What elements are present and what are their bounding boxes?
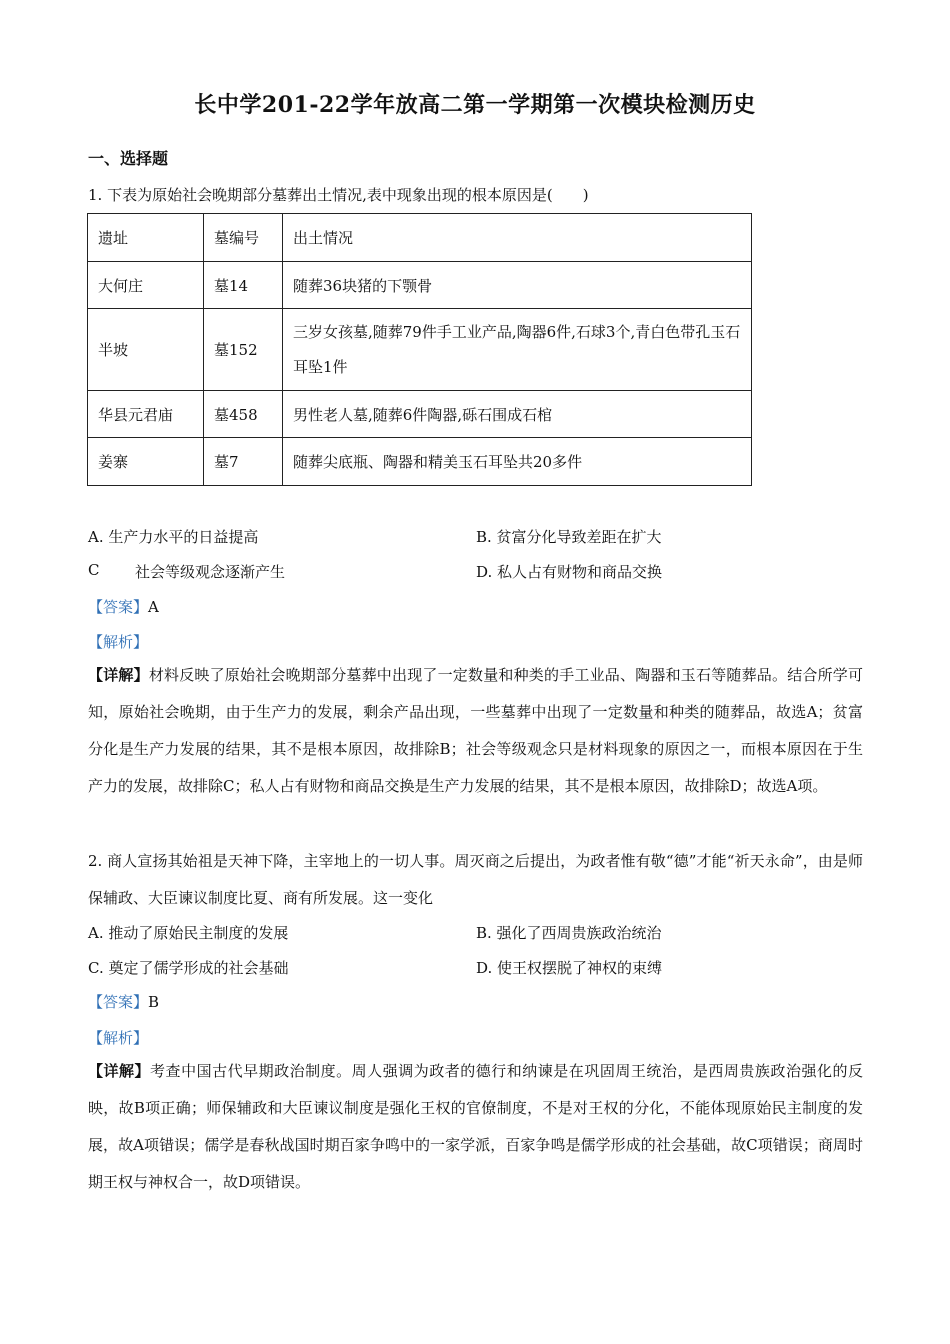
- q1-option-c-letter: C: [88, 561, 100, 579]
- table-header-row: [88, 214, 752, 262]
- q1-analysis-tag: 【解析】: [88, 633, 149, 651]
- q2-analysis-tag: 【解析】: [88, 1029, 149, 1047]
- detail-text: 考查中国古代早期政治制度。周人强调为政者的德行和纳谏是在巩固周王统治，是西周贵族政治强化的反映，故B项正确；师保辅政和大臣谏议制度是强化王权的官僚制度，不是对王权的分化，不能体现原始民主制度的发展，故A项错误；儒学是春秋战国时期百家争鸣中的一家学派，百家争鸣是儒学形成的社会基础，故C项错误；商周时期王权与神权合一，故D项错误。: [88, 1062, 863, 1191]
- q2-answer: [88, 991, 159, 1012]
- table-cell: 墓458: [204, 391, 283, 438]
- table-cell: 华县元君庙: [88, 391, 204, 438]
- q1-detail: [88, 657, 863, 805]
- table-row: [88, 438, 752, 486]
- table-cell: 墓7: [204, 438, 283, 486]
- q2-option-a: A. 推动了原始民主制度的发展: [88, 924, 289, 942]
- table-row: [88, 309, 752, 391]
- answer-tag: 【答案】: [88, 598, 149, 616]
- q2-option-b: B. 强化了西周贵族政治统治: [476, 924, 662, 942]
- answer-value: A: [148, 598, 159, 616]
- table-cell: 三岁女孩墓,随葬79件手工业产品,陶器6件,石球3个,青白色带孔玉石耳坠1件: [283, 309, 752, 391]
- q1-option-a: A. 生产力水平的日益提高: [88, 528, 259, 546]
- q2-option-d: D. 使王权摆脱了神权的束缚: [476, 959, 663, 977]
- table-header-cell: 墓编号: [204, 214, 283, 262]
- detail-tag: 【详解】: [88, 1062, 151, 1080]
- table-header-cell: 出土情况: [283, 214, 752, 262]
- q2-detail: [88, 1053, 863, 1201]
- table-cell: 大何庄: [88, 262, 204, 309]
- document-title: 长中学201-22学年放高二第一学期第一次模块检测历史: [194, 92, 756, 118]
- burial-table: [87, 213, 752, 486]
- table-row: [88, 262, 752, 309]
- table-cell: 姜寨: [88, 438, 204, 486]
- q2-option-c: C. 奠定了儒学形成的社会基础: [88, 959, 289, 977]
- table-cell: 随葬尖底瓶、陶器和精美玉石耳坠共20多件: [283, 438, 752, 486]
- table-cell: 男性老人墓,随葬6件陶器,砾石围成石棺: [283, 391, 752, 438]
- q1-option-c-text: 社会等级观念逐渐产生: [135, 563, 286, 581]
- table-cell: 墓14: [204, 262, 283, 309]
- q1-answer: [88, 596, 159, 617]
- answer-value: B: [148, 993, 160, 1011]
- answer-tag: 【答案】: [88, 993, 149, 1011]
- table-cell: 随葬36块猪的下颚骨: [283, 262, 752, 309]
- detail-tag: 【详解】: [88, 666, 149, 684]
- q1-option-b: B. 贫富分化导致差距在扩大: [476, 528, 662, 546]
- detail-text: 材料反映了原始社会晚期部分墓葬中出现了一定数量和种类的手工业品、陶器和玉石等随葬品。结合所学可知，原始社会晚期，由于生产力的发展，剩余产品出现，一些墓葬中出现了一定数量和种类的随葬品，故选A；贫富分化是生产力发展的结果，其不是根本原因，故排除B；社会等级观念只是材料现象的原因之一，而根本原因在于生产力的发展，故排除C；私人占有财物和商品交换是生产力发展的结果，其不是根本原因，故排除D；故选A项。: [88, 666, 863, 795]
- question-1-stem: 1. 下表为原始社会晚期部分墓葬出土情况,表中现象出现的根本原因是( ): [88, 186, 589, 204]
- question-2-stem: 2. 商人宣扬其始祖是天神下降，主宰地上的一切人事。周灭商之后提出，为政者惟有敬“德”才能“祈天永命”，由是师保辅政、大臣谏议制度比夏、商有所发展。这一变化: [88, 852, 863, 907]
- table-cell: 半坡: [88, 309, 204, 391]
- section-heading: 一、选择题: [88, 149, 169, 168]
- table-row: [88, 391, 752, 438]
- table-cell: 墓152: [204, 309, 283, 391]
- table-header-cell: 遗址: [88, 214, 204, 262]
- q1-option-d: D. 私人占有财物和商品交换: [476, 563, 663, 581]
